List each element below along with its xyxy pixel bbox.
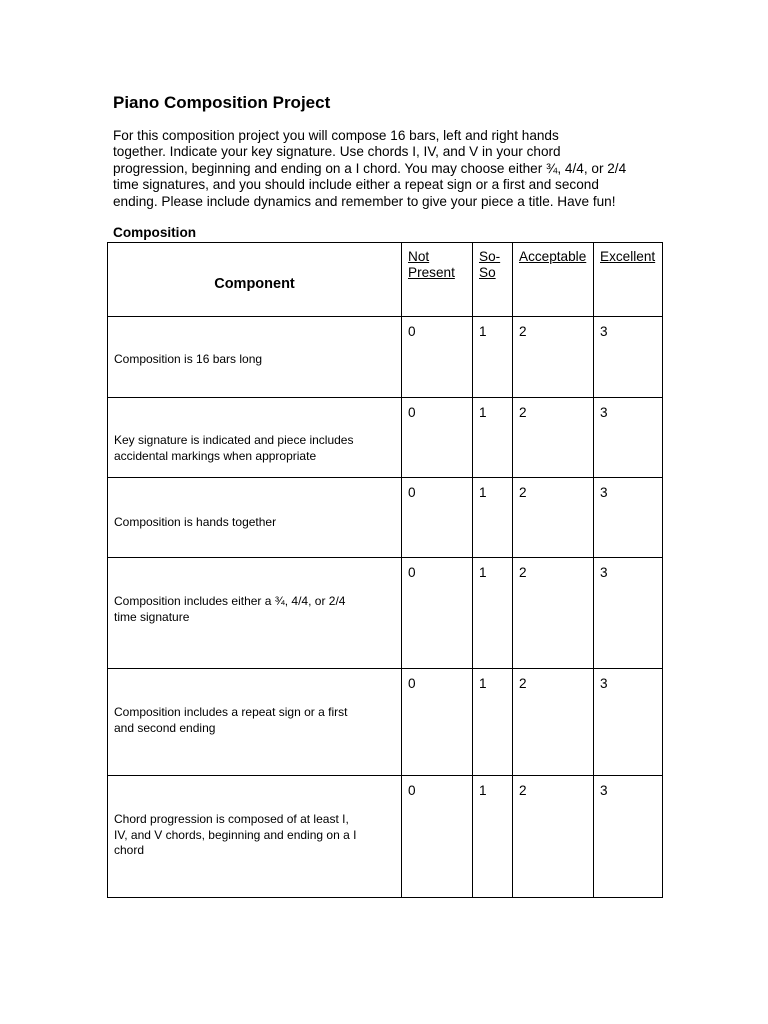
score-so-so: 1: [473, 478, 513, 558]
intro-line: together. Indicate your key signature. Use chords I, IV, and V in your chord: [113, 144, 561, 160]
score-excellent: 3: [594, 398, 663, 478]
section-heading: Composition: [113, 225, 197, 240]
intro-line: time signatures, and you should include either a repeat sign or a first and second: [113, 177, 599, 193]
table-row: [108, 776, 663, 898]
header-so-so: So- So: [473, 243, 513, 317]
header-acceptable: Acceptable: [513, 243, 594, 317]
header-component: Component: [108, 243, 402, 317]
score-acceptable: 2: [513, 558, 594, 669]
component-criterion: Composition is 16 bars long: [108, 317, 402, 398]
header-not-present: Not Present: [402, 243, 473, 317]
component-criterion: Composition includes either a ¾, 4/4, or 2/4 time signature: [108, 558, 402, 669]
table-row: [108, 317, 663, 398]
table-row: [108, 478, 663, 558]
component-criterion: Key signature is indicated and piece includes accidental markings when appropriate: [108, 398, 402, 478]
score-excellent: 3: [594, 776, 663, 898]
score-excellent: 3: [594, 669, 663, 776]
table-row: [108, 669, 663, 776]
score-so-so: 1: [473, 398, 513, 478]
score-excellent: 3: [594, 317, 663, 398]
header-excellent: Excellent: [594, 243, 663, 317]
score-so-so: 1: [473, 558, 513, 669]
component-criterion: Chord progression is composed of at least I, IV, and V chords, beginning and ending on a I chord: [108, 776, 402, 898]
intro-line: ending. Please include dynamics and remember to give your piece a title. Have fun!: [113, 193, 616, 209]
score-so-so: 1: [473, 317, 513, 398]
page-title: Piano Composition Project: [113, 93, 331, 112]
score-acceptable: 2: [513, 317, 594, 398]
component-criterion: Composition is hands together: [108, 478, 402, 558]
score-not-present: 0: [402, 776, 473, 898]
score-not-present: 0: [402, 398, 473, 478]
score-acceptable: 2: [513, 478, 594, 558]
intro-line: progression, beginning and ending on a I chord. You may choose either ¾, 4/4, or 2/4: [113, 160, 627, 176]
component-criterion: Composition includes a repeat sign or a first and second ending: [108, 669, 402, 776]
score-so-so: 1: [473, 669, 513, 776]
score-not-present: 0: [402, 558, 473, 669]
score-acceptable: 2: [513, 669, 594, 776]
score-acceptable: 2: [513, 398, 594, 478]
score-not-present: 0: [402, 669, 473, 776]
rubric-header-row: [108, 243, 663, 317]
score-so-so: 1: [473, 776, 513, 898]
rubric-table: [107, 242, 663, 898]
table-row: [108, 558, 663, 669]
score-excellent: 3: [594, 558, 663, 669]
intro-line: For this composition project you will compose 16 bars, left and right hands: [113, 128, 559, 143]
score-excellent: 3: [594, 478, 663, 558]
table-row: [108, 398, 663, 478]
score-not-present: 0: [402, 478, 473, 558]
intro-paragraph: [113, 128, 673, 210]
score-not-present: 0: [402, 317, 473, 398]
score-acceptable: 2: [513, 776, 594, 898]
